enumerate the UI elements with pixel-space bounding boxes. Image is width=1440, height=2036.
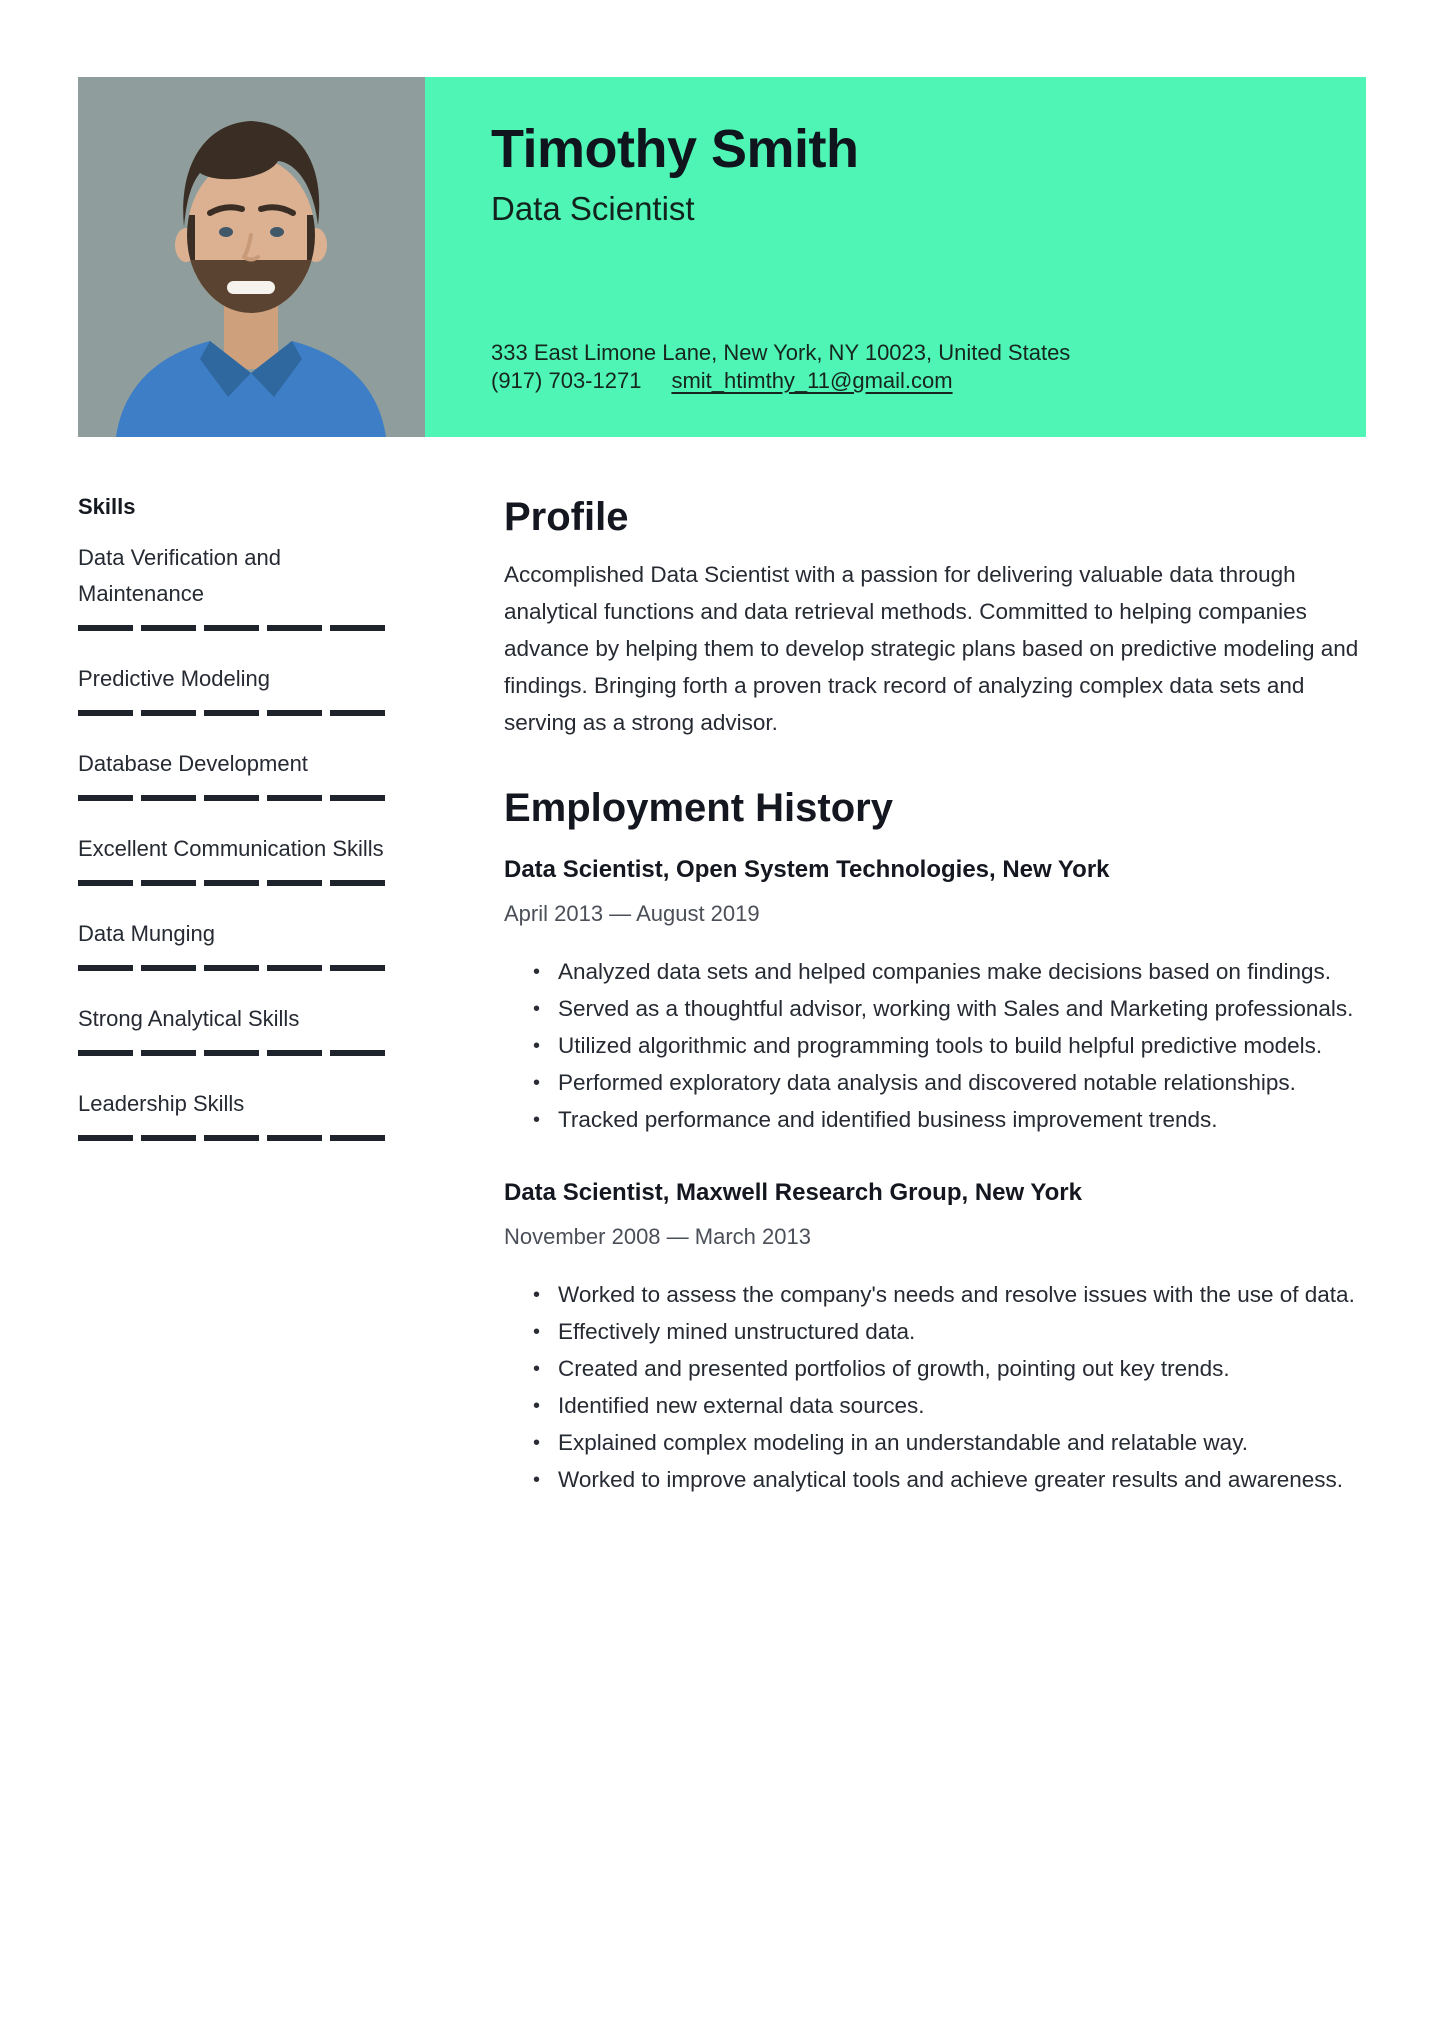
job-list [504,855,1366,1498]
employment-history-section [504,785,1366,1498]
skill-level-bar [78,880,389,886]
profile-heading: Profile [504,495,629,539]
contact-block [491,339,1326,395]
content-columns [78,494,1366,1498]
skills-list [78,540,389,1141]
skill-label: Data Munging [78,921,215,946]
contact-address: 333 East Limone Lane, New York, NY 10023, United States [491,340,1071,365]
job-title: Data Scientist, Open System Technologies, New York [504,856,1110,883]
job-bullet: • Identified new external data sources. [558,1387,1366,1424]
contact-email-link[interactable]: smit_htimthy_11@gmail.com [671,368,953,393]
job-dates: April 2013 — August 2019 [504,901,760,926]
skill-item [78,661,389,716]
name-heading: Timothy Smith [491,119,859,179]
skill-level-bar [78,1135,389,1141]
skill-item [78,540,389,631]
person-portrait-illustration [78,77,425,437]
skill-label: Strong Analytical Skills [78,1006,300,1031]
job-bullet-list [504,953,1366,1138]
skill-label: Data Verification and Maintenance [78,545,282,606]
profile-section [504,494,1366,741]
skill-item [78,746,389,801]
job-bullet: • Served as a thoughtful advisor, working with Sales and Marketing professionals. [558,990,1366,1027]
skill-label: Database Development [78,751,308,776]
job-entry [504,855,1366,1138]
skill-label: Predictive Modeling [78,666,270,691]
contact-phone: (917) 703-1271 [491,368,642,393]
job-bullet: • Worked to assess the company's needs and resolve issues with the use of data. [558,1276,1366,1313]
job-bullet: • Tracked performance and identified business improvement trends. [558,1101,1366,1138]
skill-level-bar [78,795,389,801]
profile-text: Accomplished Data Scientist with a passion for delivering valuable data through analytical functions and data retrieval methods. Committed to helping companies advance by helping them to develop strategic plans based on predictive modeling and findings. Bringing forth a proven track record of analyzing complex data sets and serving as a strong advisor. [504,562,1359,735]
job-bullet: • Analyzed data sets and helped companies make decisions based on findings. [558,953,1366,990]
skill-level-bar [78,710,389,716]
skill-label: Leadership Skills [78,1091,245,1116]
skill-level-bar [78,1050,389,1056]
job-bullet: • Worked to improve analytical tools and achieve greater results and awareness. [558,1461,1366,1498]
job-title-subheading: Data Scientist [491,190,695,227]
job-entry [504,1178,1366,1498]
resume-header [78,77,1366,437]
skills-sidebar [78,494,389,1171]
skill-item [78,1086,389,1141]
header-band [425,77,1366,437]
skill-item [78,916,389,971]
job-bullet: • Created and presented portfolios of growth, pointing out key trends. [558,1350,1366,1387]
skill-item [78,831,389,886]
skill-item [78,1001,389,1056]
job-bullet: • Performed exploratory data analysis and discovered notable relationships. [558,1064,1366,1101]
main-content [504,494,1366,1498]
skill-level-bar [78,625,389,631]
contact-phone-email-line [491,367,1326,395]
profile-photo [78,77,425,437]
employment-history-heading: Employment History [504,786,893,830]
job-bullet: • Effectively mined unstructured data. [558,1313,1366,1350]
job-bullet-list [504,1276,1366,1498]
skill-level-bar [78,965,389,971]
job-bullet: • Explained complex modeling in an understandable and relatable way. [558,1424,1366,1461]
skills-heading: Skills [78,494,136,519]
skill-label: Excellent Communication Skills [78,836,384,861]
job-title: Data Scientist, Maxwell Research Group, New York [504,1179,1082,1206]
job-bullet: • Utilized algorithmic and programming tools to build helpful predictive models. [558,1027,1366,1064]
job-dates: November 2008 — March 2013 [504,1224,811,1249]
